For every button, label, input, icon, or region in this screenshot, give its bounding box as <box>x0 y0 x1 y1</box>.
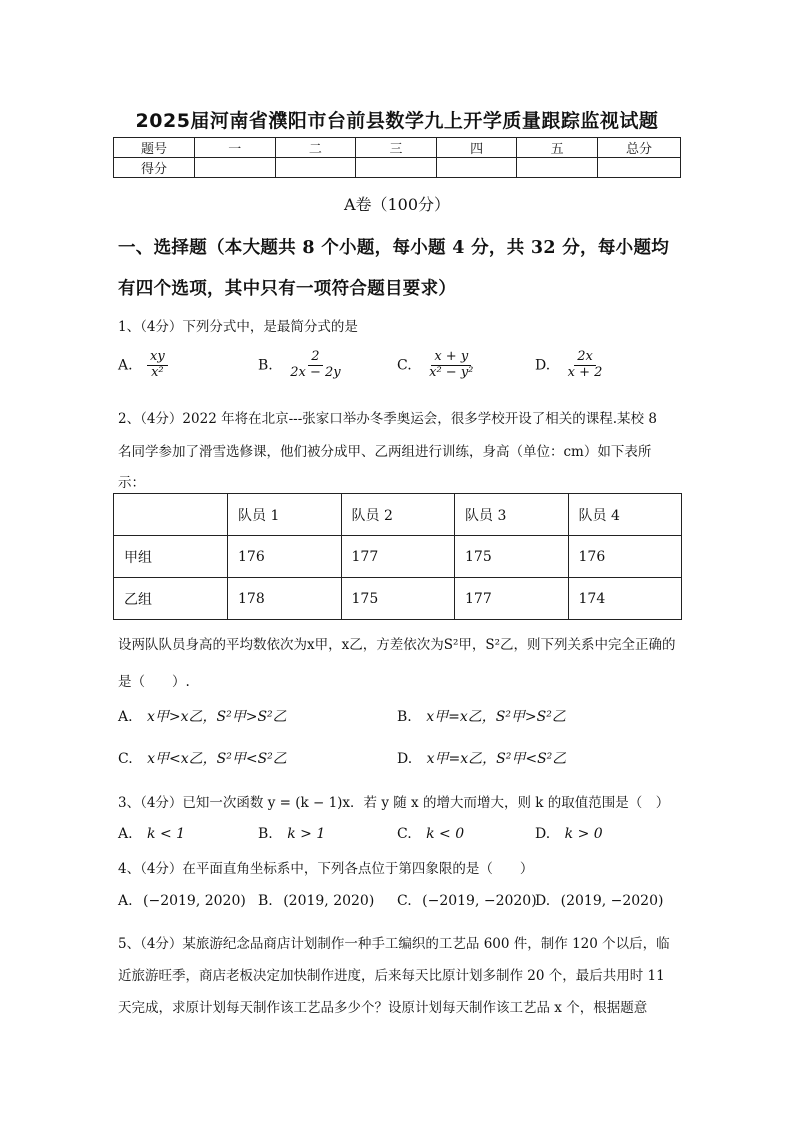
option-text: (−2019, −2020) <box>422 893 537 909</box>
option-label: D. <box>535 826 551 842</box>
score-header-cell: 二 <box>275 138 356 158</box>
q1-option-c[interactable] <box>397 350 476 381</box>
table-cell: 乙组 <box>114 578 228 620</box>
frac-num: 2x <box>574 350 596 366</box>
option-label: C. <box>397 826 412 842</box>
score-cell[interactable] <box>598 158 681 178</box>
q2-option-c[interactable] <box>118 748 287 768</box>
q2-after-line1: 设两队队员身高的平均数依次为x甲，x乙，方差依次为S²甲，S²乙，则下列关系中完全正确的 <box>118 637 676 653</box>
score-cell[interactable] <box>356 158 437 178</box>
q4-option-d[interactable] <box>535 893 663 909</box>
table-cell: 178 <box>228 578 342 620</box>
option-label: D. <box>535 357 551 374</box>
score-header-cell: 一 <box>195 138 276 158</box>
option-label: A. <box>118 709 133 725</box>
option-text: x甲=x乙，S²甲<S²乙 <box>426 751 567 767</box>
q4-stem: 4、（4分）在平面直角坐标系中，下列各点位于第四象限的是（ ） <box>118 861 534 877</box>
option-label: C. <box>118 751 133 767</box>
table-cell: 175 <box>455 536 569 578</box>
option-text: x甲>x乙，S²甲>S²乙 <box>147 709 287 725</box>
frac-num: x + y <box>431 350 471 366</box>
option-text: k > 1 <box>287 826 326 842</box>
option-label: A. <box>118 893 133 909</box>
option-text: k < 1 <box>147 826 186 842</box>
table-cell <box>114 494 228 536</box>
score-table-score-row <box>114 158 681 178</box>
q5-line2: 近旅游旺季，商店老板决定加快制作进度，后来每天比原计划多制作 20 个，最后共用时 11 <box>118 968 665 984</box>
option-text: (2019, 2020) <box>283 893 375 909</box>
frac-den: x + 2 <box>567 364 603 380</box>
score-header-cell: 四 <box>436 138 517 158</box>
q5-line1: 5、（4分）某旅游纪念品商店计划制作一种手工编织的工艺品 600 件，制作 120 个以后，临 <box>118 936 670 952</box>
option-label: A. <box>118 357 133 374</box>
option-label: A. <box>118 826 133 842</box>
table-cell: 176 <box>568 536 682 578</box>
q4-option-b[interactable] <box>258 893 374 909</box>
q5-line3: 天完成，求原计划每天制作该工艺品多少个？设原计划每天制作该工艺品 x 个，根据题意 <box>118 1000 648 1016</box>
table-header-row <box>114 494 682 536</box>
table-cell: 队员 4 <box>568 494 682 536</box>
option-label: B. <box>258 357 273 374</box>
table-row <box>114 536 682 578</box>
table-cell: 177 <box>455 578 569 620</box>
table-cell: 174 <box>568 578 682 620</box>
q3-option-c[interactable] <box>397 826 464 842</box>
option-text: (2019, −2020) <box>560 893 664 909</box>
option-text: k > 0 <box>564 826 603 842</box>
q4-option-c[interactable] <box>397 893 537 909</box>
q2-after-line2: 是（ ）. <box>118 674 190 690</box>
option-label: C. <box>397 357 412 374</box>
score-header-cell: 五 <box>517 138 598 158</box>
table-cell: 177 <box>341 536 455 578</box>
q2-stem-line2: 名同学参加了滑雪选修课，他们被分成甲、乙两组进行训练，身高（单位：cm）如下表所 <box>118 444 652 460</box>
section1-heading-line1: 一、选择题（本大题共 8 个小题，每小题 4 分，共 32 分，每小题均 <box>118 238 670 258</box>
q2-stem-line3: 示： <box>118 475 145 491</box>
table-cell: 175 <box>341 578 455 620</box>
score-table-header-row <box>114 138 681 158</box>
q1-option-d[interactable] <box>535 350 605 381</box>
section-juan-title: A卷（100分） <box>343 195 451 214</box>
q2-option-a[interactable] <box>118 706 287 726</box>
frac-num: 2 <box>308 350 322 366</box>
option-text: x甲<x乙，S²甲<S²乙 <box>147 751 287 767</box>
score-table <box>113 137 681 178</box>
option-label: C. <box>397 893 412 909</box>
frac-den: x² − y² <box>429 364 474 380</box>
score-header-cell: 题号 <box>114 138 195 158</box>
table-cell: 甲组 <box>114 536 228 578</box>
option-text: k < 0 <box>426 826 465 842</box>
q1-stem: 1、（4分）下列分式中，是最简分式的是 <box>118 319 358 335</box>
score-cell[interactable] <box>517 158 598 178</box>
frac-den: 2x − 2y <box>290 364 341 380</box>
table-cell: 176 <box>228 536 342 578</box>
option-text: x甲=x乙，S²甲>S²乙 <box>426 709 566 725</box>
q1-option-a[interactable] <box>118 350 168 381</box>
table-cell: 队员 3 <box>455 494 569 536</box>
score-header-cell: 总分 <box>598 138 681 158</box>
q1-option-b[interactable] <box>258 350 344 381</box>
q2-option-d[interactable] <box>397 748 566 768</box>
q2-stem-line1: 2、（4分）2022 年将在北京---张家口举办冬季奥运会，很多学校开设了相关的课程.某校 8 <box>118 411 657 427</box>
q2-option-b[interactable] <box>397 706 566 726</box>
q3-option-a[interactable] <box>118 826 185 842</box>
table-row <box>114 578 682 620</box>
frac-num: xy <box>147 350 168 366</box>
option-text: (−2019, 2020) <box>143 893 246 909</box>
score-header-cell: 三 <box>356 138 437 158</box>
score-row-label: 得分 <box>114 158 195 178</box>
exam-title: 2025届河南省濮阳市台前县数学九上开学质量跟踪监视试题 <box>135 110 659 132</box>
option-label: B. <box>397 709 412 725</box>
q3-stem: 3、（4分）已知一次函数 y = (k − 1)x．若 y 随 x 的增大而增大，则 k 的取值范围是（ ） <box>118 795 670 811</box>
q3-option-d[interactable] <box>535 826 603 842</box>
q3-option-b[interactable] <box>258 826 325 842</box>
score-cell[interactable] <box>275 158 356 178</box>
option-label: B. <box>258 826 273 842</box>
option-label: D. <box>397 751 413 767</box>
height-table <box>113 493 682 620</box>
table-cell: 队员 1 <box>228 494 342 536</box>
frac-den: x² <box>151 364 164 380</box>
option-label: B. <box>258 893 273 909</box>
score-cell[interactable] <box>436 158 517 178</box>
option-label: D. <box>535 893 551 909</box>
q4-option-a[interactable] <box>118 893 246 909</box>
score-cell[interactable] <box>195 158 276 178</box>
section1-heading-line2: 有四个选项，其中只有一项符合题目要求） <box>118 279 457 299</box>
table-cell: 队员 2 <box>341 494 455 536</box>
